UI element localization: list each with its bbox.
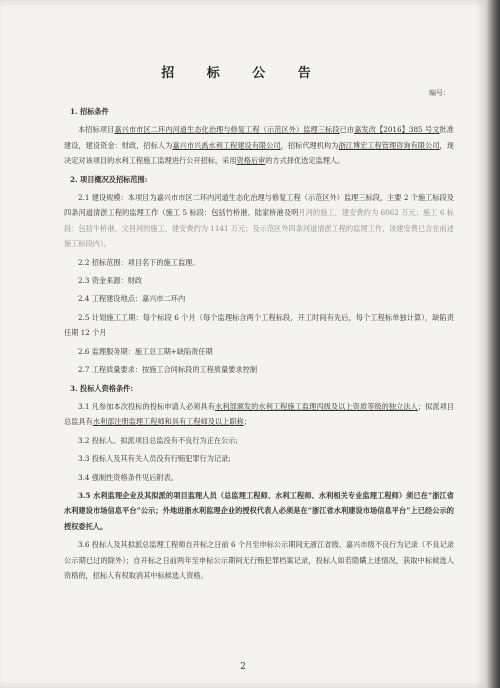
clause-3-5: 3.5 水利监理企业及其拟派的项目监理人员（总监理工程师、水利工程师、水利相关专业监理工程师）须已在“浙江省水利建设市场信息平台”公示；外地进浙水利监理企业的授权代表人必须是在“浙江省水利建设市场信息平台”上已经公示的授权委托人。 [64,490,454,531]
text: 3.1 凡参加本次投标的投标申请人必须具有 [78,401,215,411]
agent-name: 浙江博宏工程管理咨询有限公司 [338,140,440,150]
scan-edge-shadow [486,0,500,688]
qualification-method: 资格后审 [236,156,266,166]
project-name: 嘉兴市市区二环内河道生态化治理与修复工程（示范区外）监理三标段 [114,125,340,135]
serial-number-label: 编号： [429,89,450,97]
section-1-paragraph [64,122,454,168]
qualification-requirement: 水利部颁发的水利工程施工监理丙级及以上资质等级的独立法人 [214,401,418,411]
clause-2-1 [64,190,454,252]
document-title: 招 标 公 告 [161,66,325,81]
clause-3-4: 3.4 强制性资格条件见后附表。 [78,472,178,482]
text: 批准建设，建设资金：财政，招标人为 [64,125,454,150]
tenderer-name: 嘉兴市兴禹水利工程建设有限公司 [172,140,281,150]
page-number: 2 [240,662,246,672]
text: ；拟派项目总监具有 [64,401,454,427]
clause-2-6: 2.6 监理服务期：施工总工期+缺陷责任期 [78,346,213,356]
clause-3-2: 3.2 投标人、拟派项目总监没有不良行为正在公示; [78,435,238,445]
faded-text: 月河的施工，建安费约为 6062 万元；施工 6 标段：包括牛桥港、文昌河的施工，建安费约为 1141 万元；及示范区外四条河道清淤工程的监理工作，该建安费已含在前述施工标段内）。 [64,208,454,249]
clause-3-6: 3.6 投标人及其拟派总监理工程师自开标之日前 6 个月至申标公示期间无浙江省级、嘉兴市级不良行为记录（不良记录公示期已过的除外）；自开标之日前两年至申标公示期间无行贿犯罪档案记录，投标人如若隐瞒上述情况，获取中标候选人资格的，招标人有权取消其中标候选人资格。 [64,540,454,580]
text: 已由 [339,125,355,135]
clause-3-3: 3.3 投标人及其有关人员没有行贿犯罪行为记录; [78,454,231,464]
section-1-heading: 1. 招标条件 [70,107,109,116]
section-2-heading: 2. 项目概况及招标范围: [70,174,148,184]
text: ； [243,417,251,427]
clause-2-5: 2.5 计划施工工期：每个标段 6 个月（每个监理标含两个工程标段，开工时间有先后，每个工程标单独计算），缺陷责任期 12 个月 [64,312,454,338]
text: 的方式择优选定监理人。 [265,156,345,166]
text: ，招标代理机构为 [280,140,339,150]
clause-2-2: 2.2 招标范围：项目名下的施工监理。 [78,257,200,267]
clause-3-1 [64,399,454,430]
text: ，现决定对该项目的水利工程施工监理进行公开招标，采用 [64,140,454,166]
document-body [64,104,454,586]
clause-2-7: 2.7 工程质量要求：按施工合同标段的工程质量要求控制 [78,365,258,375]
text: 2.1 建设规模：本项目为嘉兴市市区二环内河道生态化治理与修复工程（示范区外）监理三标段，主要 2 个施工标段及四条河道清淤工程的监理工作（施工 5 标段：包括竹桥港、陆家桥港及明 [64,193,454,218]
text: 本招标项目 [78,125,115,135]
director-requirement: 水利部注册监理工程师和具有工程师及以上职称 [92,417,244,427]
section-3-heading: 3. 投标人资格条件: [70,383,133,393]
approval-number: 嘉发改【2016】385 号文 [354,125,440,135]
clause-2-3: 2.3 资金来源：财政 [78,276,143,286]
clause-2-4: 2.4 工程建设地点：嘉兴市二环内 [78,294,186,304]
